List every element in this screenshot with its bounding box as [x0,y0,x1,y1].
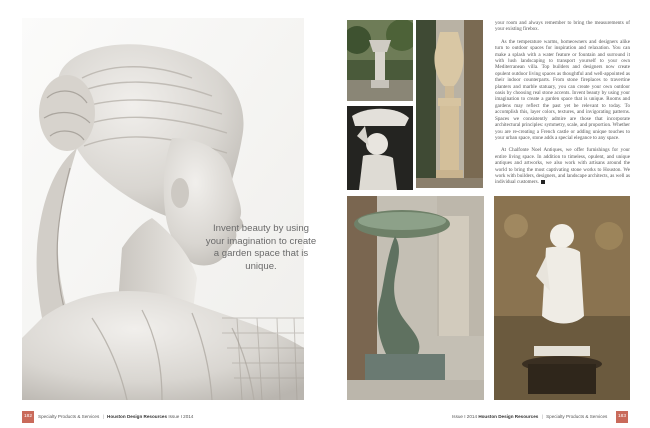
footer-right: Issue I 2014 Houston Design Resources | Specialty Products & Services [452,414,608,419]
fountain-photo [347,196,484,400]
footer-section-left: Specialty Products & Services [38,414,100,419]
article-paragraph [495,147,630,185]
cherub-shell-photo [347,106,413,190]
footer-left: Specialty Products & Services | Houston Design Resources Issue I 2014 [38,414,194,419]
cherub-pedestal-photo [494,196,630,400]
end-mark-icon [541,180,545,184]
article-paragraph: your room and always remember to bring the measurements of your existing firebox. [495,20,630,33]
article-paragraph: As the temperature warms, homeowners and designers alike turn to outdoor spaces for inspiration and relaxation. You can make a splash with a water feature or fountain and surround it with lush landscaping to transport yourself to your own Mediterranean villa. Top builders and designers now create opulent outdoor living spaces as thoughtful and well-appointed as their indoor counterparts. From stone fireplaces to travertine planters and marble statuary, you can create your own outdoor oasis by choosing real stone accents. Invent beauty by using your imagination to create a garden space that is unique. Rooms and gardens may reflect the past yet be relevant to today. To accomplish this, layer colors, textures, and invigorating patterns. Spaces we consistently admire are those that incorporate architectural principles: symmetry, scale, and proportion. Whether you are re-creating a French castle or adding unique touches to your urban space, stone adds a special elegance to any space. [495,38,630,141]
page-number-left: 182 [22,411,34,423]
marble-statue-photo [22,18,304,400]
article-paragraph-text: At Chalfonte Noel Antiques, we offer furnishings for your entire living space. In addition to timeless, opulent, and unique antiques and artworks, we also work with artisans around the world to bring the most captivating stone works to Houston. We work with builders, designers, and landscape architects, as well as individual customers. [495,147,630,186]
article-body [495,20,630,192]
footer-publication-right: Houston Design Resources [478,414,539,419]
footer-issue-left: Issue I 2014 [168,414,194,419]
pull-quote: Invent beauty by using your imagination to create a garden space that is unique. [205,223,317,272]
footer-section-right: Specialty Products & Services [546,414,608,419]
page-number-right: 183 [616,411,628,423]
footer-publication-left: Houston Design Resources [107,414,168,419]
urn-column-photo [416,20,483,188]
footer-issue-right: Issue I 2014 [452,414,478,419]
garden-urn-photo [347,20,413,101]
